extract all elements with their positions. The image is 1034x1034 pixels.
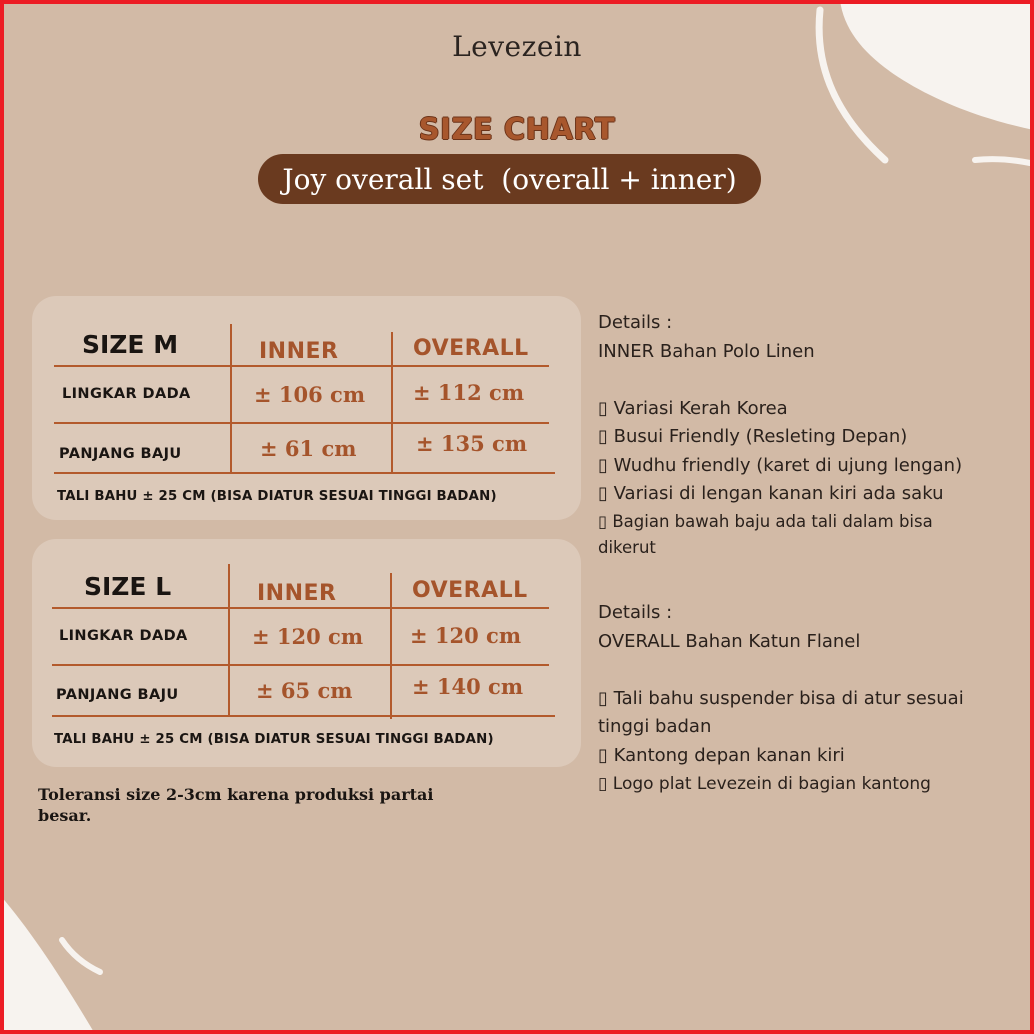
row-label: LINGKAR DADA [59, 628, 188, 644]
bullet-icon: ▯ [598, 454, 608, 476]
column-header-inner: INNER [257, 581, 337, 606]
details-item: ▯ Busui Friendly (Resleting Depan) [598, 426, 908, 447]
size-label: SIZE L [84, 572, 172, 601]
bullet-icon: ▯ [598, 426, 608, 447]
column-divider [390, 573, 392, 719]
row-label: LINGKAR DADA [62, 386, 191, 402]
inner-value: ± 61 cm [260, 436, 357, 461]
bullet-icon: ▯ [598, 744, 608, 766]
details-item: ▯ Logo plat Levezein di bagian kantong [598, 774, 931, 794]
row-divider [54, 365, 549, 367]
row-label: PANJANG BAJU [56, 687, 179, 703]
inner-value: ± 106 cm [254, 382, 366, 407]
details-item: ▯ Tali bahu suspender bisa di atur sesuai tinggi badan [598, 687, 964, 737]
row-divider [52, 664, 549, 666]
overall-value: ± 140 cm [412, 674, 524, 699]
row-divider [52, 715, 555, 717]
column-header-overall: OVERALL [412, 578, 528, 603]
bullet-icon: ▯ [598, 774, 608, 794]
inner-details [598, 309, 1018, 561]
column-divider [230, 324, 232, 474]
overall-value: ± 135 cm [416, 431, 528, 456]
details-material: OVERALL Bahan Katun Flanel [598, 630, 861, 652]
bullet-icon: ▯ [598, 483, 608, 504]
brand-name: Levezein [452, 30, 582, 63]
row-divider [54, 472, 555, 474]
size-label: SIZE M [82, 330, 179, 359]
details-item: ▯ Variasi di lengan kanan kiri ada saku [598, 483, 944, 504]
row-label: PANJANG BAJU [59, 446, 182, 462]
details-material: INNER Bahan Polo Linen [598, 340, 815, 362]
details-item: ▯ Kantong depan kanan kiri [598, 744, 845, 766]
column-header-overall: OVERALL [413, 336, 529, 361]
overall-value: ± 120 cm [410, 623, 522, 648]
product-name-pill: Joy overall set (overall + inner) [258, 154, 761, 204]
inner-value: ± 120 cm [252, 624, 364, 649]
row-divider [54, 422, 549, 424]
column-header-inner: INNER [259, 339, 339, 364]
size-l-card [32, 539, 581, 767]
details-item: ▯ Bagian bawah baju ada tali dalam bisa dikerut [598, 511, 933, 557]
bullet-icon: ▯ [598, 687, 608, 709]
tolerance-note: Toleransi size 2-3cm karena produksi partai besar. [38, 785, 434, 825]
inner-value: ± 65 cm [256, 678, 353, 703]
strap-note: TALI BAHU ± 25 CM (BISA DIATUR SESUAI TINGGI BADAN) [54, 732, 494, 747]
strap-note: TALI BAHU ± 25 CM (BISA DIATUR SESUAI TINGGI BADAN) [57, 489, 497, 504]
details-title: Details : [598, 602, 673, 623]
row-divider [52, 607, 549, 609]
column-divider [228, 564, 230, 716]
size-chart-heading: SIZE CHART [418, 112, 616, 146]
bullet-icon: ▯ [598, 397, 608, 419]
overall-details [598, 599, 1018, 799]
column-divider [391, 332, 393, 474]
size-m-card [32, 296, 581, 520]
details-item: ▯ Wudhu friendly (karet di ujung lengan) [598, 454, 963, 476]
overall-value: ± 112 cm [413, 380, 525, 405]
bullet-icon: ▯ [598, 511, 608, 531]
details-title: Details : [598, 312, 673, 333]
details-item: ▯ Variasi Kerah Korea [598, 397, 788, 419]
